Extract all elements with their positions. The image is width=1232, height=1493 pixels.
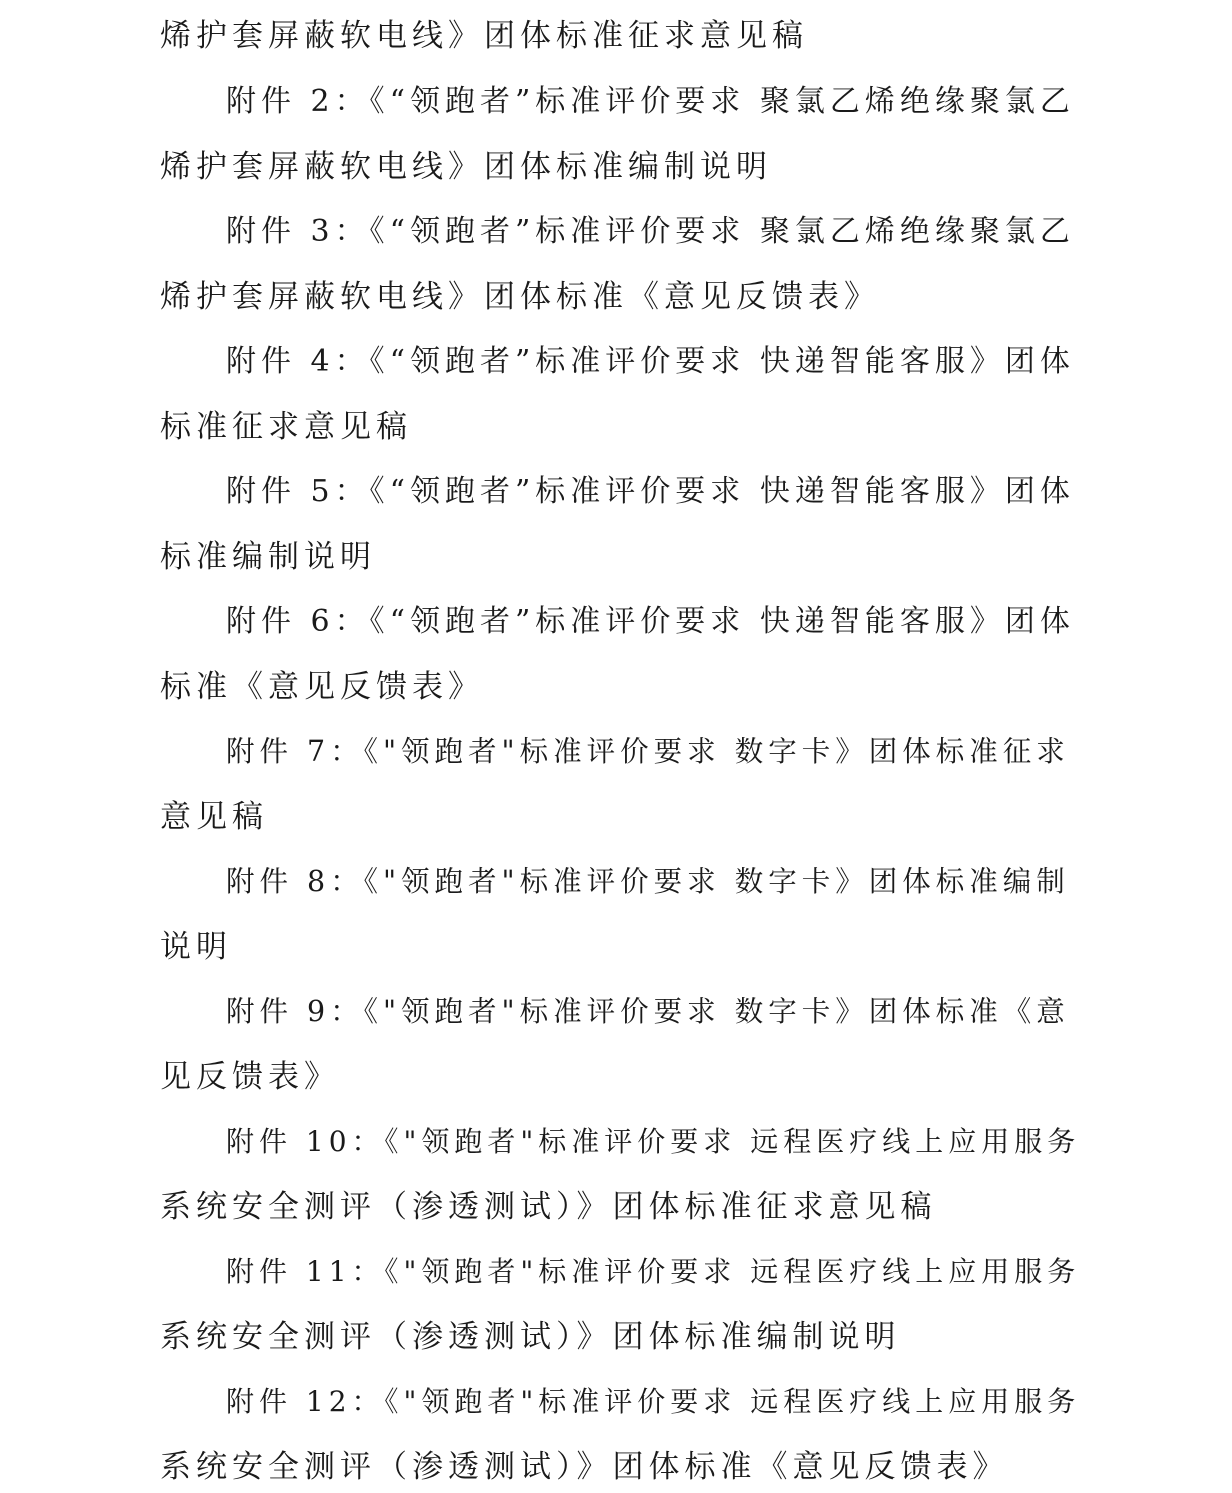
attachment-6-line-1: 附件 6：《“领跑者”标准评价要求 快递智能客服》团体 <box>226 604 1075 639</box>
attachment-11-line-1: 附件 11：《"领跑者"标准评价要求 远程医疗线上应用服务 <box>226 1255 1081 1288</box>
attachment-12-line-2: 系统安全测评（渗透测试）》团体标准《意见反馈表》 <box>160 1449 1009 1485</box>
attachment-7-line-2: 意见稿 <box>160 799 268 835</box>
attachment-10-line-2: 系统安全测评（渗透测试）》团体标准征求意见稿 <box>160 1189 937 1225</box>
attachment-5-line-2: 标准编制说明 <box>160 539 376 575</box>
attachment-3-line-2: 烯护套屏蔽软电线》团体标准《意见反馈表》 <box>160 279 880 315</box>
attachment-9-line-1: 附件 9：《"领跑者"标准评价要求 数字卡》团体标准《意 <box>226 995 1070 1028</box>
attachment-9-line-2: 见反馈表》 <box>160 1059 340 1095</box>
attachment-7-line-1: 附件 7：《"领跑者"标准评价要求 数字卡》团体标准征求 <box>226 735 1070 768</box>
attachment-2-line-1: 附件 2：《“领跑者”标准评价要求 聚氯乙烯绝缘聚氯乙 <box>226 84 1075 119</box>
attachment-6-line-2: 标准《意见反馈表》 <box>160 669 484 705</box>
attachment-1-continuation: 烯护套屏蔽软电线》团体标准征求意见稿 <box>160 18 808 54</box>
attachment-12-line-1: 附件 12：《"领跑者"标准评价要求 远程医疗线上应用服务 <box>226 1385 1081 1418</box>
attachment-8-line-2: 说明 <box>160 929 232 965</box>
attachment-10-line-1: 附件 10：《"领跑者"标准评价要求 远程医疗线上应用服务 <box>226 1125 1081 1158</box>
attachment-8-line-1: 附件 8：《"领跑者"标准评价要求 数字卡》团体标准编制 <box>226 865 1070 898</box>
attachment-2-line-2: 烯护套屏蔽软电线》团体标准编制说明 <box>160 149 772 185</box>
attachment-5-line-1: 附件 5：《“领跑者”标准评价要求 快递智能客服》团体 <box>226 474 1075 509</box>
attachment-11-line-2: 系统安全测评（渗透测试）》团体标准编制说明 <box>160 1319 901 1355</box>
attachment-4-line-2: 标准征求意见稿 <box>160 409 412 445</box>
attachment-3-line-1: 附件 3：《“领跑者”标准评价要求 聚氯乙烯绝缘聚氯乙 <box>226 214 1075 249</box>
attachment-4-line-1: 附件 4：《“领跑者”标准评价要求 快递智能客服》团体 <box>226 344 1075 379</box>
